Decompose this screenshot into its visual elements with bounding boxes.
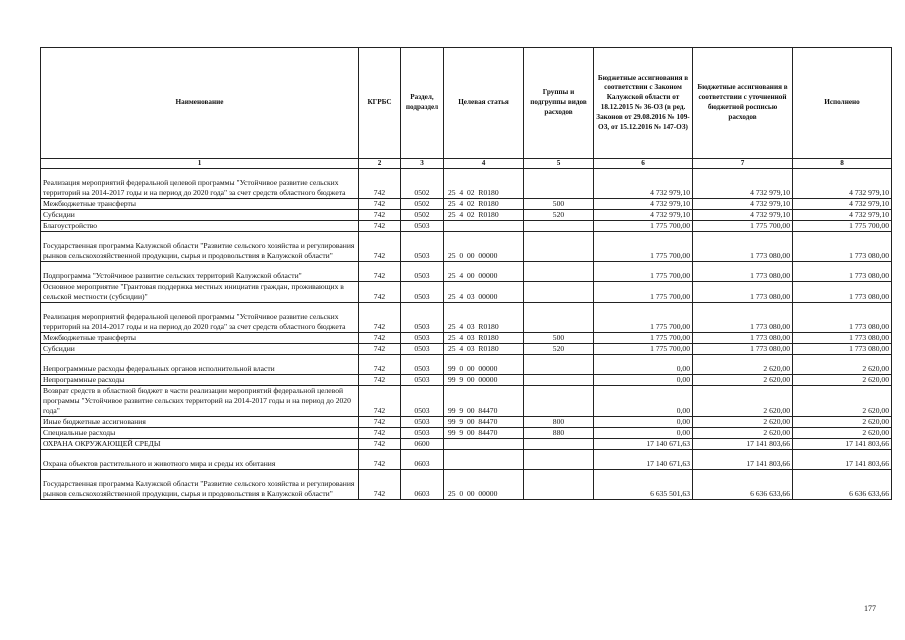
cell-refined-allocation: 1 773 080,00 [693, 262, 793, 282]
cell-section: 0503 [401, 232, 444, 262]
header-row [41, 48, 892, 159]
cell-target: 25 4 00 00000 [444, 262, 524, 282]
cell-done: 1 773 080,00 [793, 262, 892, 282]
cell-target: 25 0 00 00000 [444, 232, 524, 262]
column-number: 7 [693, 159, 793, 169]
cell-group [524, 355, 594, 375]
cell-name: Межбюджетные трансферты [41, 199, 359, 210]
cell-refined-allocation: 1 773 080,00 [693, 232, 793, 262]
cell-refined-allocation: 2 620,00 [693, 417, 793, 428]
column-number: 2 [359, 159, 401, 169]
cell-group [524, 439, 594, 450]
cell-target: 25 4 03 00000 [444, 282, 524, 303]
cell-name: Возврат средств в областной бюджет в части реализации мероприятий федеральной целевой программы "Устойчивое развитие сельских территорий на 2014-2017 годы и на период до 2020 года" [41, 386, 359, 417]
table-row [41, 221, 892, 232]
cell-law-allocation: 0,00 [594, 386, 693, 417]
cell-refined-allocation: 1 773 080,00 [693, 333, 793, 344]
table-row [41, 450, 892, 470]
header-kgrbs: КГРБС [359, 48, 401, 159]
cell-target: 25 4 02 R0180 [444, 199, 524, 210]
column-number: 3 [401, 159, 444, 169]
header-section: Раздел, подраздел [401, 48, 444, 159]
cell-law-allocation: 4 732 979,10 [594, 210, 693, 221]
table-row [41, 439, 892, 450]
cell-section: 0503 [401, 333, 444, 344]
cell-kgrbs: 742 [359, 417, 401, 428]
cell-refined-allocation: 2 620,00 [693, 386, 793, 417]
cell-law-allocation: 1 775 700,00 [594, 262, 693, 282]
cell-refined-allocation: 4 732 979,10 [693, 169, 793, 199]
cell-kgrbs: 742 [359, 386, 401, 417]
cell-law-allocation: 1 775 700,00 [594, 333, 693, 344]
cell-section: 0502 [401, 210, 444, 221]
cell-kgrbs: 742 [359, 282, 401, 303]
cell-target: 25 4 02 R0180 [444, 210, 524, 221]
table-row [41, 303, 892, 333]
cell-group: 520 [524, 344, 594, 355]
cell-refined-allocation: 2 620,00 [693, 428, 793, 439]
cell-group [524, 232, 594, 262]
cell-done: 1 773 080,00 [793, 333, 892, 344]
table-row [41, 169, 892, 199]
table-row [41, 199, 892, 210]
cell-section: 0503 [401, 303, 444, 333]
cell-law-allocation: 0,00 [594, 428, 693, 439]
cell-name: Государственная программа Калужской области "Развитие сельского хозяйства и регулирования рынков сельскохозяйственной продукции, сырья и продовольствия в Калужской области" [41, 470, 359, 500]
cell-done: 4 732 979,10 [793, 199, 892, 210]
cell-group [524, 450, 594, 470]
cell-section: 0503 [401, 417, 444, 428]
cell-done: 1 773 080,00 [793, 282, 892, 303]
cell-refined-allocation: 1 773 080,00 [693, 344, 793, 355]
cell-target: 25 4 03 R0180 [444, 303, 524, 333]
table-row [41, 470, 892, 500]
cell-kgrbs: 742 [359, 221, 401, 232]
cell-law-allocation: 1 775 700,00 [594, 232, 693, 262]
cell-law-allocation: 4 732 979,10 [594, 199, 693, 210]
cell-refined-allocation: 2 620,00 [693, 355, 793, 375]
cell-refined-allocation: 1 775 700,00 [693, 221, 793, 232]
cell-target [444, 439, 524, 450]
cell-name: Благоустройство [41, 221, 359, 232]
cell-name: Субсидии [41, 344, 359, 355]
header-target: Целевая статья [444, 48, 524, 159]
cell-name: Реализация мероприятий федеральной целевой программы "Устойчивое развитие сельских территорий на 2014-2017 годы и на период до 2020 года" за счет средств областного бюджета [41, 303, 359, 333]
column-number: 1 [41, 159, 359, 169]
cell-target: 99 9 00 84470 [444, 428, 524, 439]
cell-refined-allocation: 17 141 803,66 [693, 450, 793, 470]
cell-law-allocation: 1 775 700,00 [594, 221, 693, 232]
cell-refined-allocation: 4 732 979,10 [693, 210, 793, 221]
table-row [41, 232, 892, 262]
cell-refined-allocation: 4 732 979,10 [693, 199, 793, 210]
cell-name: Подпрограмма "Устойчивое развитие сельских территорий Калужской области" [41, 262, 359, 282]
cell-target: 25 4 03 R0180 [444, 333, 524, 344]
cell-target: 25 4 02 R0180 [444, 169, 524, 199]
cell-name: Государственная программа Калужской области "Развитие сельского хозяйства и регулирования рынков сельскохозяйственной продукции, сырья и продовольствия в Калужской области" [41, 232, 359, 262]
cell-section: 0503 [401, 262, 444, 282]
header-name: Наименование [41, 48, 359, 159]
cell-kgrbs: 742 [359, 210, 401, 221]
cell-section: 0503 [401, 375, 444, 386]
cell-name: Непрограммные расходы [41, 375, 359, 386]
cell-done: 1 773 080,00 [793, 303, 892, 333]
cell-name: Субсидии [41, 210, 359, 221]
cell-law-allocation: 0,00 [594, 355, 693, 375]
cell-kgrbs: 742 [359, 232, 401, 262]
cell-done: 2 620,00 [793, 386, 892, 417]
cell-section: 0503 [401, 428, 444, 439]
cell-law-allocation: 6 635 501,63 [594, 470, 693, 500]
table-row [41, 375, 892, 386]
cell-group [524, 221, 594, 232]
column-number-row [41, 159, 892, 169]
cell-section: 0600 [401, 439, 444, 450]
cell-law-allocation: 17 140 671,63 [594, 450, 693, 470]
table-row [41, 210, 892, 221]
cell-section: 0503 [401, 386, 444, 417]
column-number: 6 [594, 159, 693, 169]
budget-table [40, 47, 892, 500]
table-row [41, 333, 892, 344]
cell-name: ОХРАНА ОКРУЖАЮЩЕЙ СРЕДЫ [41, 439, 359, 450]
cell-kgrbs: 742 [359, 199, 401, 210]
table-row [41, 417, 892, 428]
cell-target [444, 450, 524, 470]
cell-target: 99 9 00 84470 [444, 386, 524, 417]
cell-kgrbs: 742 [359, 439, 401, 450]
cell-kgrbs: 742 [359, 333, 401, 344]
cell-target: 25 0 00 00000 [444, 470, 524, 500]
column-number: 4 [444, 159, 524, 169]
cell-section: 0503 [401, 221, 444, 232]
cell-refined-allocation: 6 636 633,66 [693, 470, 793, 500]
cell-law-allocation: 1 775 700,00 [594, 303, 693, 333]
header-groups: Группы и подгруппы видов расходов [524, 48, 594, 159]
column-number: 5 [524, 159, 594, 169]
cell-group: 520 [524, 210, 594, 221]
cell-group [524, 375, 594, 386]
cell-done: 2 620,00 [793, 355, 892, 375]
cell-done: 1 773 080,00 [793, 344, 892, 355]
cell-done: 6 636 633,66 [793, 470, 892, 500]
cell-law-allocation: 1 775 700,00 [594, 282, 693, 303]
cell-law-allocation: 0,00 [594, 375, 693, 386]
cell-group [524, 282, 594, 303]
cell-done: 2 620,00 [793, 428, 892, 439]
cell-section: 0503 [401, 282, 444, 303]
cell-group [524, 169, 594, 199]
cell-law-allocation: 17 140 671,63 [594, 439, 693, 450]
cell-name: Межбюджетные трансферты [41, 333, 359, 344]
table-row [41, 355, 892, 375]
cell-kgrbs: 742 [359, 303, 401, 333]
cell-group [524, 262, 594, 282]
column-number: 8 [793, 159, 892, 169]
budget-table-sheet [40, 47, 891, 500]
cell-section: 0603 [401, 470, 444, 500]
cell-kgrbs: 742 [359, 344, 401, 355]
cell-name: Иные бюджетные ассигнования [41, 417, 359, 428]
cell-kgrbs: 742 [359, 428, 401, 439]
cell-target [444, 221, 524, 232]
cell-done: 1 775 700,00 [793, 221, 892, 232]
cell-done: 17 141 803,66 [793, 439, 892, 450]
cell-kgrbs: 742 [359, 169, 401, 199]
cell-kgrbs: 742 [359, 375, 401, 386]
cell-name: Специальные расходы [41, 428, 359, 439]
cell-target: 99 9 00 00000 [444, 375, 524, 386]
cell-done: 17 141 803,66 [793, 450, 892, 470]
cell-refined-allocation: 2 620,00 [693, 375, 793, 386]
cell-group: 500 [524, 333, 594, 344]
cell-group: 880 [524, 428, 594, 439]
cell-name: Реализация мероприятий федеральной целевой программы "Устойчивое развитие сельских территорий на 2014-2017 годы и на период до 2020 года" за счет средств областного бюджета [41, 169, 359, 199]
cell-kgrbs: 742 [359, 450, 401, 470]
cell-name: Охрана объектов растительного и животного мира и среды их обитания [41, 450, 359, 470]
cell-kgrbs: 742 [359, 470, 401, 500]
page-number: 177 [864, 604, 876, 613]
cell-group: 800 [524, 417, 594, 428]
cell-section: 0502 [401, 199, 444, 210]
cell-done: 2 620,00 [793, 417, 892, 428]
cell-law-allocation: 0,00 [594, 417, 693, 428]
cell-group [524, 386, 594, 417]
cell-section: 0502 [401, 169, 444, 199]
cell-section: 0603 [401, 450, 444, 470]
cell-kgrbs: 742 [359, 355, 401, 375]
cell-law-allocation: 1 775 700,00 [594, 344, 693, 355]
cell-group [524, 470, 594, 500]
cell-target: 99 9 00 84470 [444, 417, 524, 428]
table-row [41, 262, 892, 282]
cell-group: 500 [524, 199, 594, 210]
cell-section: 0503 [401, 344, 444, 355]
table-row [41, 344, 892, 355]
cell-group [524, 303, 594, 333]
table-row [41, 428, 892, 439]
cell-refined-allocation: 1 773 080,00 [693, 303, 793, 333]
header-refined-allocation: Бюджетные ассигнования в соответствии с уточненной бюджетной росписью расходов [693, 48, 793, 159]
cell-done: 2 620,00 [793, 375, 892, 386]
cell-name: Непрограммные расходы федеральных органов исполнительной власти [41, 355, 359, 375]
header-law-allocation: Бюджетные ассигнования в соответствии с Законом Калужской области от 18.12.2015 № 36-ОЗ (в ред. Законов от 29.08.2016 № 109-ОЗ, от 15.12.2016 № 147-ОЗ) [594, 48, 693, 159]
table-row [41, 282, 892, 303]
cell-target: 99 0 00 00000 [444, 355, 524, 375]
cell-target: 25 4 03 R0180 [444, 344, 524, 355]
cell-done: 4 732 979,10 [793, 169, 892, 199]
cell-law-allocation: 4 732 979,10 [594, 169, 693, 199]
cell-done: 4 732 979,10 [793, 210, 892, 221]
cell-kgrbs: 742 [359, 262, 401, 282]
cell-done: 1 773 080,00 [793, 232, 892, 262]
header-done: Исполнено [793, 48, 892, 159]
table-row [41, 386, 892, 417]
cell-refined-allocation: 1 773 080,00 [693, 282, 793, 303]
cell-name: Основное мероприятие "Грантовая поддержка местных инициатив граждан, проживающих в сельской местности (субсидии)" [41, 282, 359, 303]
cell-section: 0503 [401, 355, 444, 375]
cell-refined-allocation: 17 141 803,66 [693, 439, 793, 450]
